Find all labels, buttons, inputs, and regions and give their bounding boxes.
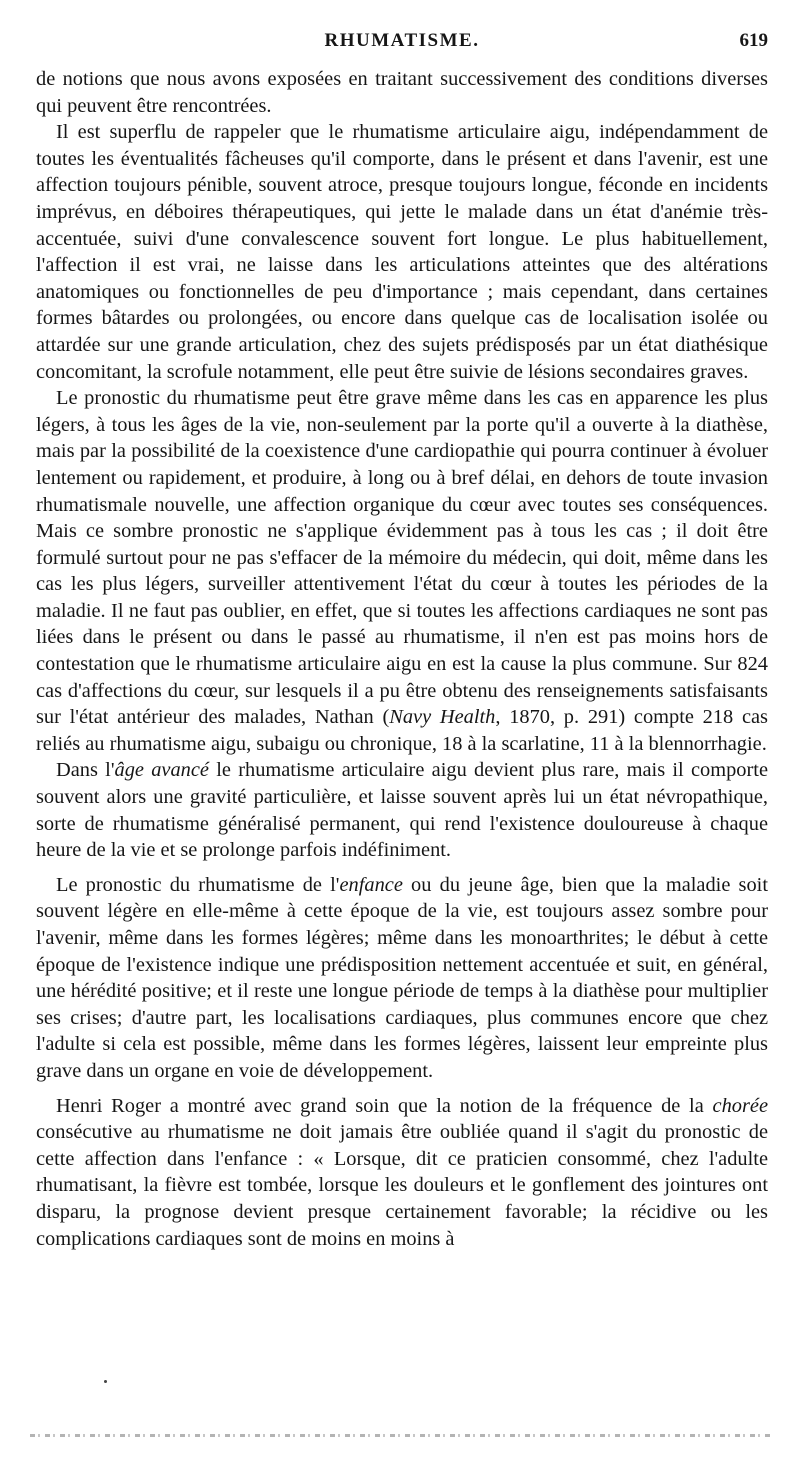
paragraph-3-citation: Navy Health — [389, 706, 496, 729]
page-number: 619 — [739, 30, 768, 51]
paragraph-5-text-a: Le pronostic du rhumatisme de l' — [56, 873, 340, 896]
paragraph-6-text-b: consécutive au rhumatisme ne doit jamais être oubliée quand il s'agit du pronostic de cette affection dans l'enfance : « Lorsque, dit ce praticien consommé, chez l'adulte rhumatisant, la fièvre est tombée, lorsque les douleurs et le gonflement des jointures ont disparu, la prognose devient presque certainement favorable; la récidive ou les complications cardiaques sont de moins en moins à — [36, 1121, 768, 1250]
paragraph-3-text-b: , 1870, p. 291) compte 218 cas reliés au rhumatisme aigu, subaigu ou chronique, 18 à la scarlatine, 11 à la blennorrhagie. — [36, 706, 768, 755]
paragraph-4-text-a: Dans l' — [56, 759, 115, 782]
paragraph-3-text-a: Le pronostic du rhumatisme peut être grave même dans les cas en apparence les plus légers, à tous les âges de la vie, non-seulement par la porte qu'il a ouverte à la diathèse, mais par la possibilité de la coexistence d'une cardiopathie qui pourra continuer à évoluer lentement ou rapidement, et produire, à long ou à bref délai, en dehors de toute invasion rhumatismale nouvelle, une affection organique du cœur avec toutes ses conséquences. Mais ce sombre pronostic ne s'applique évidemment pas à tous les cas ; il doit être formulé surtout pour ne pas s'effacer de la mémoire du médecin, qui doit, même dans les cas les plus légers, surveiller attentivement l'état du cœur à toutes les périodes de la maladie. Il ne faut pas oublier, en effet, que si toutes les affections cardiaques ne sont pas liées dans le présent ou dans le passé au rhumatisme, il n'en est pas moins hors de contestation que le rhumatisme articulaire aigu en est la cause la plus commune. Sur 824 cas d'affections du cœur, sur lesquels il a pu être obtenu des renseignements satisfaisants sur l'état antérieur des malades, Nathan ( — [36, 387, 768, 729]
paragraph-5-text-b: ou du jeune âge, bien que la maladie soit souvent légère en elle-même à cette époque de la vie, est toujours assez sombre pour l'avenir, même dans les formes légères; même dans les monoarthrites; le début à cette époque de l'existence indique une prédisposition nettement accentuée et suit, en général, une hérédité positive; et il reste une longue période de temps à la diathèse pour multiplier ses crises; d'autre part, les localisations cardiaques, plus communes encore que chez l'adulte si cela est possible, même dans les formes légères, laissent leur empreinte plus grave dans un organe en voie de développement. — [36, 873, 768, 1082]
paragraph-1: de notions que nous avons exposées en traitant successivement des conditions diverses qui peuvent être rencontrées. — [36, 68, 768, 117]
ink-speck — [104, 1380, 107, 1383]
running-head — [36, 30, 768, 56]
paragraph-2: Il est superflu de rappeler que le rhumatisme articulaire aigu, indépendamment de toutes les éventualités fâcheuses qu'il comporte, dans le présent et dans l'avenir, est une affection toujours pénible, souvent atroce, presque toujours longue, féconde en incidents imprévus, en déboires thérapeutiques, qui jette le malade dans un état d'anémie très-accentuée, suivi d'une convalescence souvent fort longue. Le plus habituellement, l'affection il est vrai, ne laisse dans les articulations atteintes que des altérations anatomiques ou fonctionnelles de peu d'importance ; mais cependant, dans certaines formes bâtardes ou prolongées, ou encore dans quelque cas de localisation isolée ou attardée sur une grande articulation, chez des sujets prédisposés par un état diathésique concomitant, la scrofule notamment, elle peut être suivie de lésions secondaires graves. — [36, 121, 768, 383]
paragraph-6-text-a: Henri Roger a montré avec grand soin que la notion de la fréquence de la — [56, 1094, 713, 1117]
paragraph-4 — [36, 757, 768, 863]
running-title: RHUMATISME. — [324, 30, 480, 51]
paragraph-6-emphasis: chorée — [712, 1094, 768, 1117]
paragraph-6 — [36, 1093, 768, 1253]
paragraph-3 — [36, 385, 768, 757]
show-through-line — [30, 1434, 770, 1437]
paragraph-4-emphasis: âge avancé — [114, 759, 209, 782]
paragraph-5 — [36, 872, 768, 1085]
body-text — [36, 66, 768, 1252]
paragraph-4-text-b: le rhumatisme articulaire aigu devient plus rare, mais il comporte souvent alors une gravité particulière, et laisse souvent après lui un état névropathique, sorte de rhumatisme généralisé permanent, qui rend l'existence douloureuse à chaque heure de la vie et se prolonge parfois indéfiniment. — [36, 759, 768, 862]
paragraph-5-emphasis: enfance — [339, 873, 403, 896]
